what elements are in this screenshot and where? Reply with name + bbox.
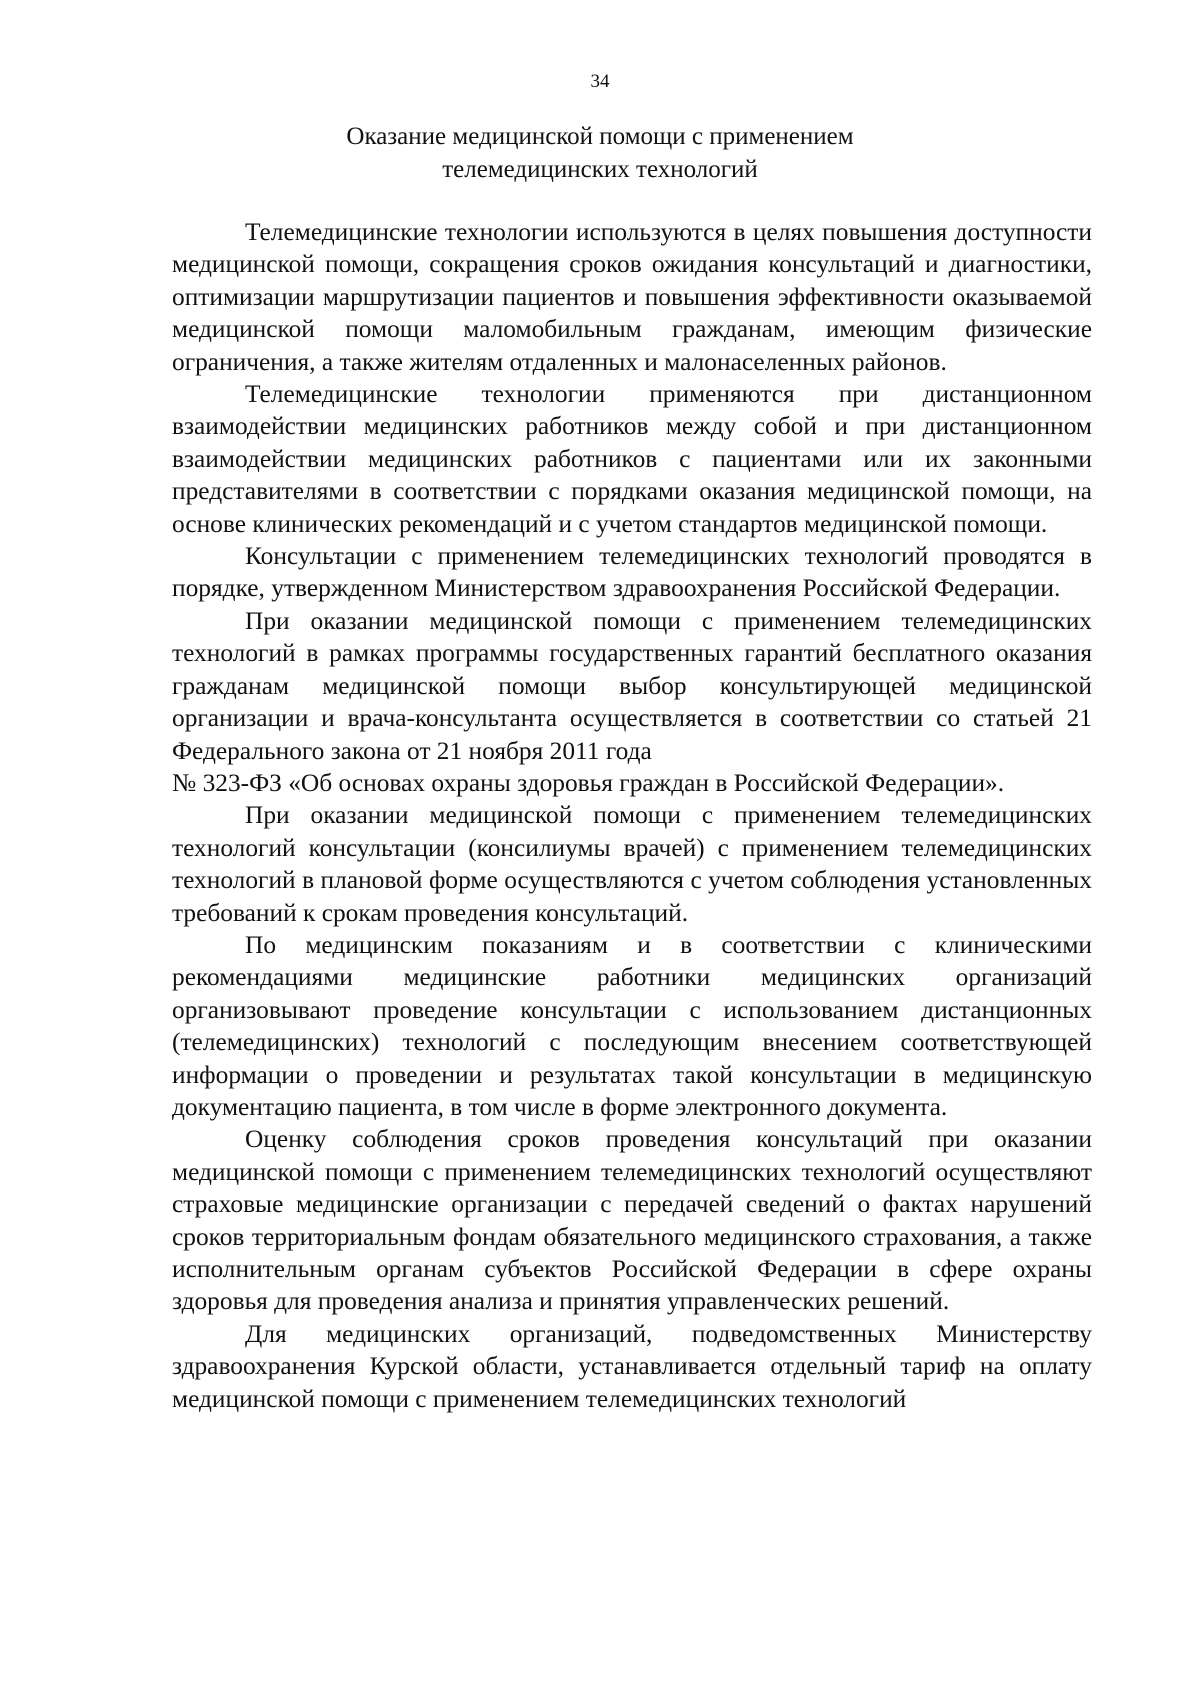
federal-law-reference: № 323-ФЗ «Об основах охраны здоровья граждан в Российской Федерации». [172, 768, 1005, 797]
section-heading-line-1: Оказание медицинской помощи с применением [346, 123, 854, 150]
paragraph-timeliness-assessment: Оценку соблюдения сроков проведения консультаций при оказании медицинской помощи с применением телемедицинских технологий осуществляют страховые медицинские организации с передачей сведений о фактах нарушений сроков территориальным фондам обязательного медицинского страхования, а также исполнительным органам субъектов Российской Федерации в сфере охраны здоровья для проведения анализа и принятия управленческих решений. [172, 1125, 1092, 1316]
paragraph-telemedicine-purpose: Телемедицинские технологии используются в целях повышения доступности медицинской помощи, сокращения сроков ожидания консультаций и диагностики, оптимизации маршрутизации пациентов и повышения эффективности оказываемой медицинской помощи маломобильным гражданам, имеющим физические ограничения, а также жителям отдаленных и малонаселенных районов. [172, 218, 1092, 376]
paragraph-planned-consultations: При оказании медицинской помощи с применением телемедицинских технологий консультации (консилиумы врачей) с применением телемедицинских технологий в плановой форме осуществляются с учетом соблюдения установленных требований к срокам проведения консультаций. [172, 801, 1092, 927]
section-heading-line-2: телемедицинских технологий [442, 156, 758, 183]
paragraph-telemedicine-application: Телемедицинские технологии применяются при дистанционном взаимодействии медицинских работников между собой и при дистанционном взаимодействии медицинских работников с пациентами или их законными представителями в соответствии с порядками оказания медицинской помощи, на основе клинических рекомендаций и с учетом стандартов медицинской помощи. [172, 380, 1092, 538]
paragraph-consultations-procedure: Консультации с применением телемедицинских технологий проводятся в порядке, утвержденном Министерством здравоохранения Российской Федерации. [172, 542, 1092, 603]
paragraph-consultant-choice-text: При оказании медицинской помощи с применением телемедицинских технологий в рамках программы государственных гарантий бесплатного оказания гражданам медицинской помощи выбор консультирующей медицинской организации и врача-консультанта осуществляется в соответствии со статьей 21 Федерального закона от 21 ноября 2011 года [172, 606, 1092, 765]
body-text [172, 216, 1092, 1415]
paragraph-separate-tariff: Для медицинских организаций, подведомственных Министерству здравоохранения Курской области, устанавливается отдельный тариф на оплату медицинской помощи с применением телемедицинских технологий [172, 1319, 1092, 1413]
section-heading [240, 120, 960, 186]
page-number: 34 [590, 71, 610, 92]
paragraph-medical-indications: По медицинским показаниям и в соответствии с клиническими рекомендациями медицинские работники медицинских организаций организовывают проведение консультации с использованием дистанционных (телемедицинских) технологий с последующим внесением соответствующей информации о проведении и результатах такой консультации в медицинскую документацию пациента, в том числе в форме электронного документа. [172, 930, 1092, 1121]
paragraph-consultant-choice [172, 605, 1092, 799]
